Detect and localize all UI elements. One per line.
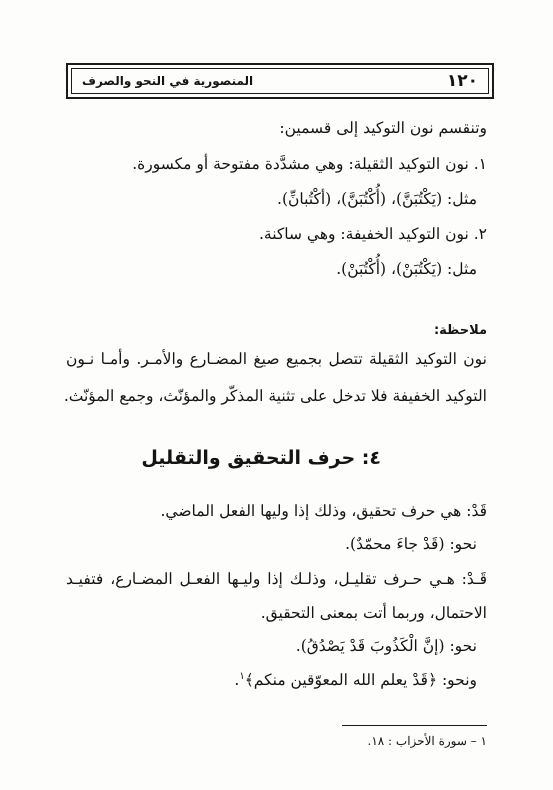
- list-item-heavy-nun: ١. نون التوكيد الثقيلة: وهي مشدَّدة مفتوحة أو مكسورة.: [132, 155, 487, 173]
- footnote-divider: [342, 725, 487, 726]
- footnote: ١ – سورة الأحزاب : ١٨.: [367, 734, 487, 748]
- qad-reduction-example-1: نحو: (إنَّ الْكَذُوبَ قَدْ يَصْدُقُ).: [295, 637, 477, 655]
- running-title: المنصورية في النحو والصرف: [82, 74, 254, 88]
- running-header: [66, 63, 494, 99]
- qad-reduction-line-2: الاحتمال، وربما أتت بمعنى التحقيق.: [260, 604, 487, 622]
- footnote-marker: ١: [239, 671, 245, 682]
- note-text-line-1: نون التوكيد الثقيلة تتصل بجميع صيغ المضـارع والأمـر. وأمـا نـون: [66, 350, 487, 368]
- note-text-line-2: التوكيد الخفيفة فلا تدخل على تثنية المذكّر والمؤنّث، وجمع المؤنّث.: [63, 387, 487, 405]
- qad-reduction-line-1: قَـدْ: هـي حـرف تقليـل، وذلـك إذا وليـها الفعـل المضـارع، فتفيـد: [66, 570, 487, 588]
- list-item-light-nun: ٢. نون التوكيد الخفيفة: وهي ساكنة.: [258, 225, 487, 243]
- qad-realization-line: قَدْ: هي حرف تحقيق، وذلك إذا وليها الفعل الماضي.: [160, 502, 487, 520]
- heavy-nun-example: مثل: (يَكْتُبَنَّ)، (أُكْتُبَنَّ)، (أكْتُبانِّ).: [277, 190, 477, 208]
- qad-realization-example: نحو: (قَدْ جاءَ محمّدٌ).: [345, 535, 477, 553]
- quran-quote: ونحو: ﴿قَدْ يعلم الله المعوّقين منكم﴾: [244, 671, 477, 690]
- section-heading: ٤: حرف التحقيق والتقليل: [141, 447, 381, 469]
- page-number: ١٢٠: [446, 71, 478, 91]
- light-nun-example: مثل: (يَكْتُبَنْ)، (أُكْتُبَنْ).: [336, 260, 477, 278]
- qad-reduction-example-2: ونحو: ﴿قَدْ يعلم الله المعوّقين منكم﴾$^١$.: [234, 671, 477, 690]
- note-label: ملاحظة:: [433, 323, 487, 338]
- running-header-inner: [71, 68, 489, 94]
- intro-line: وتنقسم نون التوكيد إلى قسمين:: [279, 119, 487, 137]
